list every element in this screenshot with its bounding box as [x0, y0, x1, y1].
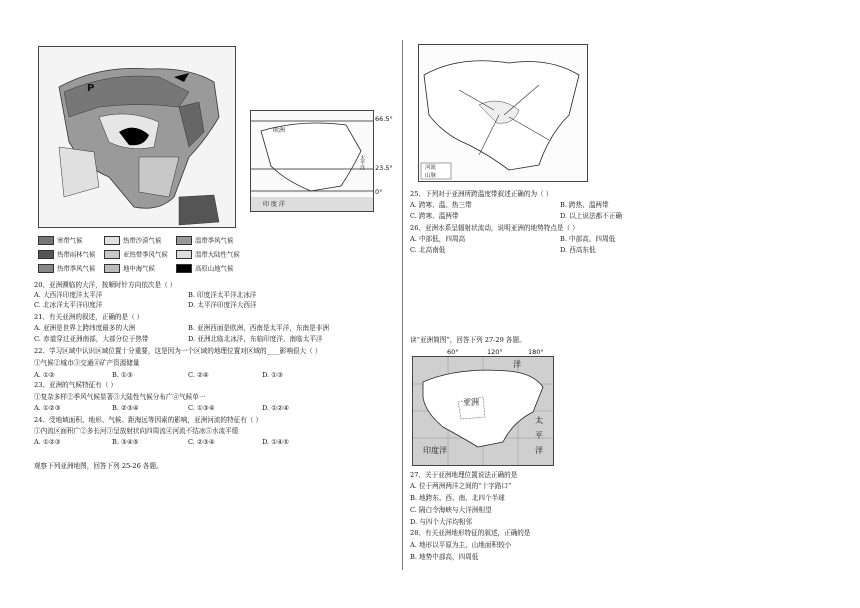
q21-stem: 21、有关亚洲的叙述，正确的是（ ） [34, 313, 144, 321]
legend-item [176, 236, 233, 245]
map2-lat-0: 0° [375, 188, 383, 196]
q22-stem: 22、学习区域中认识区域位置十分重要，这是因为一个区域的地理位置对区域的____影响很大（ ） [34, 347, 322, 355]
legend-label: 地中海气候 [123, 264, 155, 273]
q23-option-c: C. ①③④ [188, 404, 215, 412]
q25-option-a: A. 跨寒、温、热三带 [410, 201, 472, 209]
legend-item [104, 250, 168, 259]
q27-option-c: C. 隔白令海峡与大洋洲相望 [410, 506, 492, 514]
legend-swatch [176, 250, 192, 259]
q26-option-a: A. 中部低，四周高 [410, 235, 466, 243]
q24-items: ①内流区面积广②多长河③呈放射状向四周流④河流不结冰⑤水流平缓 [34, 427, 239, 435]
legend-label: 热带沙漠气候 [123, 236, 162, 245]
map2-pacific-label: 太平洋 [359, 155, 365, 170]
q27-option-d: D. 与四个大洋均相邻 [410, 518, 472, 526]
q25-option-b: B. 跨热、温两带 [560, 201, 609, 209]
map3-legend-river: 河流 [425, 165, 437, 171]
q27-stem: 27、关于亚洲地理位置说法正确的是 [410, 471, 518, 479]
q23-option-a: A. ①②③ [34, 404, 61, 412]
map4-lon-60: 60° [447, 348, 459, 356]
legend-item [176, 250, 240, 259]
q20-option-a: A. 大西洋印度洋太平洋 [34, 291, 103, 299]
q20-stem: 20、亚洲濒临的大洋，按顺时针方向依次是（ ） [34, 281, 177, 289]
q24-option-a: A. ①②③ [34, 438, 61, 446]
map4-lon-120: 120° [487, 348, 503, 356]
legend-swatch [38, 236, 54, 245]
legend-label: 热带季风气候 [57, 264, 96, 273]
q28-option-a: A. 地形以平原为主，山地面积较小 [410, 541, 512, 549]
q20-option-b: B. 印度洋太平洋北冰洋 [188, 291, 257, 299]
q26-option-b: B. 中部高，四周低 [560, 235, 616, 243]
q27-option-b: B. 地跨东、西、南、北四个半球 [410, 494, 505, 502]
q24-option-d: D. ①④⑤ [262, 438, 289, 446]
q22-option-c: C. ②④ [188, 371, 209, 379]
q22-items: ①气候②城市③交通④矿产资源储量 [34, 359, 140, 367]
map4-ping: 平 [535, 431, 543, 440]
legend-swatch [176, 236, 192, 245]
legend-label: 高原山地气候 [195, 264, 234, 273]
q28-option-b: B. 地势中部高，四周低 [410, 553, 479, 561]
legend-item [38, 236, 83, 245]
legend-label: 温带季风气候 [195, 236, 234, 245]
q24-option-c: C. ②③④ [188, 438, 215, 446]
q22-option-d: D. ①③ [262, 371, 284, 379]
section-intro-27-29: 读“亚洲简图”，回答下列 27-29 各题。 [410, 336, 526, 344]
q23-stem: 23、亚洲的气候特征有（ ） [34, 381, 118, 389]
legend-swatch [176, 264, 192, 273]
legend-label: 亚热带季风气候 [123, 250, 168, 259]
legend-item [176, 264, 233, 273]
legend-item [38, 264, 95, 273]
asia-latitude-map-figure [251, 111, 373, 211]
legend-swatch [104, 250, 120, 259]
q26-option-d: D. 西高东低 [560, 246, 596, 254]
legend-swatch [38, 264, 54, 273]
legend-label: 热带雨林气候 [57, 250, 96, 259]
legend-label: 寒带气候 [57, 236, 83, 245]
q20-option-c: C. 北冰洋太平洋印度洋 [34, 301, 103, 309]
map1-label-p: P [87, 83, 95, 94]
map2-lat-23: 23.5° [375, 164, 393, 172]
asia-simple-map [412, 356, 554, 466]
asia-climate-map [38, 46, 236, 228]
q22-option-a: A. ①② [34, 371, 55, 379]
q21-option-a: A. 亚洲是世界上跨纬度最多的大洲 [34, 324, 136, 332]
q25-option-d: D. 以上说法都不正确 [560, 212, 622, 220]
q26-option-c: C. 北高南低 [410, 246, 446, 254]
q25-stem: 25、下列对于亚洲所跨温度带叙述正确的为（ ） [410, 190, 553, 198]
q27-option-a: A. 位于两洲两洋之间的“十字路口” [410, 482, 512, 490]
q21-option-d: D. 亚洲北临北冰洋，东临印度洋，南临太平洋 [188, 335, 323, 343]
asia-river-map-figure [419, 45, 587, 181]
map2-lat-66: 66.5° [375, 115, 393, 123]
asia-river-map [418, 44, 588, 182]
q23-items: ①复杂多样②季风气候显著③大陆性气候分布广④气候单一 [34, 393, 206, 401]
q26-stem: 26、亚洲水系呈辐射状流动，说明亚洲的地势特点是（ ） [410, 224, 579, 232]
map3-legend-mountain: 山脉 [425, 173, 437, 179]
q22-option-b: B. ①③ [112, 371, 133, 379]
map4-ocean-top: 洋 [513, 360, 521, 369]
legend-swatch [38, 250, 54, 259]
asia-latitude-map [250, 110, 374, 212]
map4-yang: 洋 [535, 446, 543, 455]
map4-lon-180: 180° [528, 348, 544, 356]
q24-stem: 24、受地域面积、地形、气候、距海远等因素的影响，亚洲河流的特征有（ ） [34, 416, 263, 424]
column-divider [402, 40, 403, 570]
legend-label: 温带大陆性气候 [195, 250, 240, 259]
q28-stem: 28、有关亚洲地形特征的叙述，正确的是 [410, 529, 531, 537]
map2-ocean-label: 印 度 洋 [263, 201, 285, 208]
legend-item [104, 236, 161, 245]
q24-option-b: B. ③④⑤ [112, 438, 139, 446]
q23-option-b: B. ②③④ [112, 404, 139, 412]
asia-climate-map-figure [39, 47, 235, 227]
map4-indian: 印度洋 [423, 446, 447, 455]
legend-item [38, 250, 95, 259]
q25-option-c: C. 跨寒、温两带 [410, 212, 459, 220]
legend-swatch [104, 264, 120, 273]
section-intro-25-26: 观察下列亚洲地图，回答下列 25-26 各题。 [34, 462, 163, 470]
legend-item [104, 264, 155, 273]
q21-option-c: C. 赤道穿过亚洲南部，大部分位于热带 [34, 335, 149, 343]
q20-option-d: D. 太平洋印度洋大西洋 [188, 301, 257, 309]
legend-swatch [104, 236, 120, 245]
map4-asia-label: 亚洲 [463, 398, 479, 407]
map4-tai: 太 [535, 416, 543, 425]
map2-europe-label: 欧洲 [273, 127, 286, 134]
q23-option-d: D. ①②④ [262, 404, 289, 412]
q21-option-b: B. 亚洲西面是欧洲，西南是太平洋，东南是非洲 [188, 324, 329, 332]
